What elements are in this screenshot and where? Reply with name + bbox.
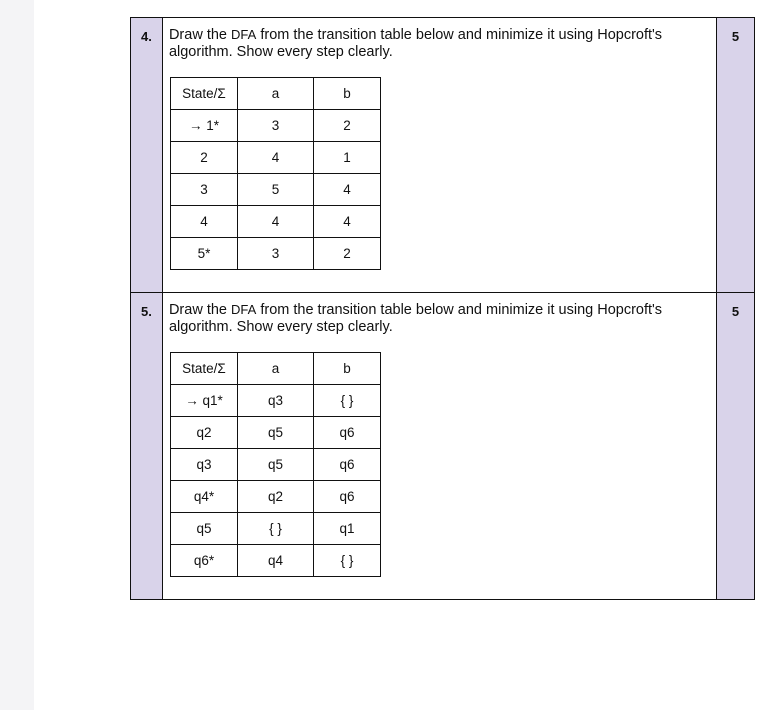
table-cell: → 1* [170,110,237,142]
table-cell: q1 [313,513,380,545]
table-cell: { } [313,545,380,577]
table-cell: { } [237,513,313,545]
table-header-cell: a [237,78,313,110]
table-cell: 4 [313,174,380,206]
table-cell: q6* [170,545,237,577]
table-cell: q5 [237,449,313,481]
table-header-cell: State/Σ [170,353,237,385]
table-cell: 3 [170,174,237,206]
table-cell: q3 [237,385,313,417]
table-cell: 4 [313,206,380,238]
question-number: 5. [131,293,163,599]
table-row [170,110,380,142]
table-header-row [170,353,380,385]
table-cell: q6 [313,449,380,481]
table-row [170,238,380,270]
table-cell: 3 [237,238,313,270]
table-cell: q6 [313,481,380,513]
table-cell: 4 [170,206,237,238]
table-cell: q2 [170,417,237,449]
table-cell: q4 [237,545,313,577]
table-cell: q2 [237,481,313,513]
table-cell: 5* [170,238,237,270]
table-row [170,385,380,417]
table-row [170,206,380,238]
table-cell: 2 [313,238,380,270]
table-row [170,174,380,206]
table-row [170,481,380,513]
table-cell: 2 [313,110,380,142]
table-row [170,417,380,449]
transition-table [170,352,381,577]
table-cell: → q1* [170,385,237,417]
table-cell: 2 [170,142,237,174]
table-cell: 5 [237,174,313,206]
table-row [170,449,380,481]
question-text: Draw the DFA from the transition table below and minimize it using Hopcroft's algorithm. Show every step clearly. [168,302,663,335]
question-body [163,293,716,599]
question-row-5 [130,293,755,600]
question-text: Draw the DFA from the transition table below and minimize it using Hopcroft's algorithm. Show every step clearly. [168,27,663,60]
table-cell: q5 [170,513,237,545]
question-row-4 [130,17,755,293]
table-header-cell: b [313,353,380,385]
table-cell: { } [313,385,380,417]
table-row [170,142,380,174]
question-number: 4. [131,18,163,292]
question-body [163,18,716,292]
table-header-cell: a [237,353,313,385]
question-marks: 5 [716,293,754,599]
table-cell: 1 [313,142,380,174]
table-cell: 3 [237,110,313,142]
question-sheet [130,17,755,600]
left-margin-strip [0,0,34,710]
transition-table [170,77,381,270]
table-cell: q4* [170,481,237,513]
question-marks: 5 [716,18,754,292]
table-cell: q6 [313,417,380,449]
table-header-row [170,78,380,110]
table-header-cell: State/Σ [170,78,237,110]
table-row [170,545,380,577]
table-cell: 4 [237,142,313,174]
table-cell: q3 [170,449,237,481]
table-cell: q5 [237,417,313,449]
table-row [170,513,380,545]
table-cell: 4 [237,206,313,238]
table-header-cell: b [313,78,380,110]
